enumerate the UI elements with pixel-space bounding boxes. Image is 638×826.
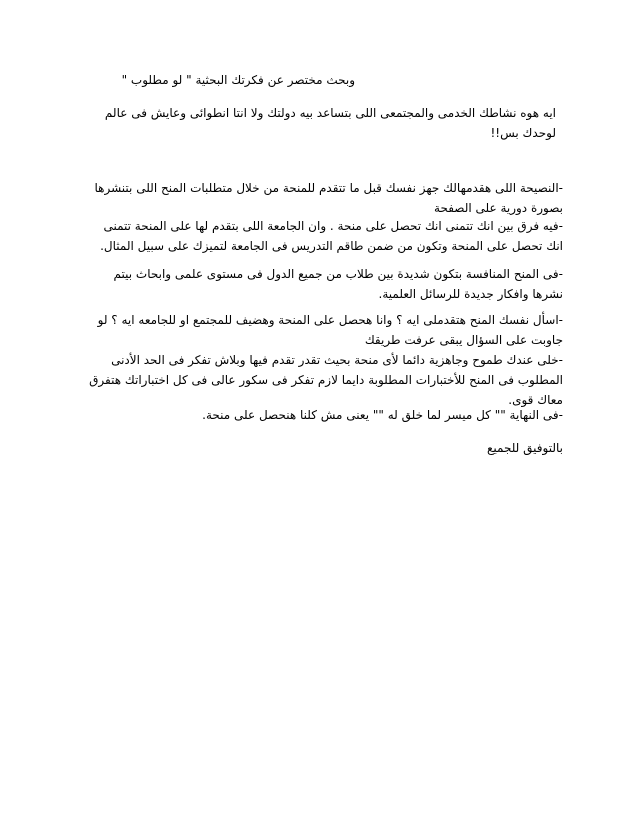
intro-line: ايه هوه نشاطك الخدمى والمجتمعى اللى بتساعد بيه دولتك ولا انتا انطوائى وعايش فى عالم xyxy=(104,106,556,120)
title-line xyxy=(122,70,355,90)
tip-line: بصورة دورية على الصفحة xyxy=(434,201,563,215)
tip-paragraph xyxy=(89,350,563,410)
title-text: وبحث مختصر عن فكرتك البحثية " لو مطلوب " xyxy=(121,73,355,87)
tip-line: -فى المنح المنافسة بتكون شديدة بين طلاب من جميع الدول فى مستوى علمى وابحاث بيتم xyxy=(113,267,563,281)
tip-paragraph xyxy=(114,264,563,304)
tip-line: -فيه فرق بين انك تتمنى انك تحصل على منحة . وان الجامعة اللى بتقدم لها على المنحة تتمنى xyxy=(103,219,563,233)
signoff-line: بالتوفيق للجميع xyxy=(487,441,563,455)
tip-line: انك تحصل على المنحة وتكون من ضمن طاقم التدريس فى الجامعة لتميزك على سبيل المثال. xyxy=(100,239,563,253)
intro-line: لوحدك بس!! xyxy=(490,126,556,140)
tip-line: -خلى عندك طموح وجاهزية دائما لأى منحة بحيث تقدر تقدم فيها وبلاش تفكر فى الحد الأدنى xyxy=(111,353,563,367)
tip-paragraph xyxy=(100,216,563,256)
tip-line: نشرها وافكار جديدة للرسائل العلمية. xyxy=(378,287,563,301)
tip-line: المطلوب فى المنح للأختبارات المطلوبة دايما لازم تفكر فى سكور عالى فى كل اختباراتك هتفرق xyxy=(89,373,563,387)
closing-paragraph xyxy=(202,405,563,425)
tip-paragraph xyxy=(98,310,563,350)
tip-paragraph xyxy=(94,178,563,218)
intro-paragraph xyxy=(105,103,556,143)
tip-line: -اسأل نفسك المنح هتقدملى ايه ؟ وانا هحصل على المنحة وهضيف للمجتمع او للجامعه ايه ؟ لو xyxy=(97,313,563,327)
tip-line: جاوبت على السؤال يبقى عرفت طريقك xyxy=(364,333,563,347)
signoff-paragraph xyxy=(487,438,563,458)
tip-line: معاك قوى. xyxy=(508,393,563,407)
closing-line: -فى النهاية "" كل ميسر لما خلق له "" يعنى مش كلنا هنحصل على منحة. xyxy=(202,408,563,422)
tip-line: -النصيحة اللى هقدمهالك جهز نفسك قبل ما تتقدم للمنحة من خلال متطلبات المنح اللى بتنشرها xyxy=(94,181,563,195)
